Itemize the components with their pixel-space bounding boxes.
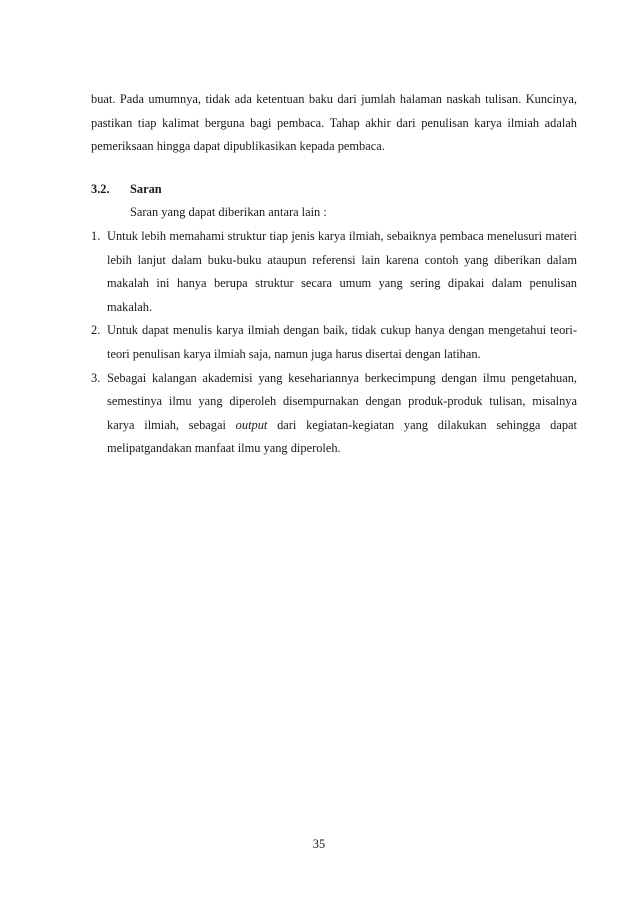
- list-item-text-italic: output: [235, 417, 268, 432]
- list-item-number: 1.: [91, 228, 101, 243]
- list-item-text: [107, 367, 577, 461]
- continuation-paragraph: buat. Pada umumnya, tidak ada ketentuan baku dari jumlah halaman naskah tulisan. Kuncinya, pastikan tiap kalimat berguna bagi pembaca. Tahap akhir dari penulisan karya ilmiah adalah pemeriksaan hingga dapat dipublikasikan kepada pembaca.: [91, 92, 577, 154]
- list-item: [91, 225, 577, 319]
- list-item-text-before: Sebagai kalangan akademisi yang kesehariannya berkecimpung dengan ilmu pengetahuan, semestinya ilmu yang diperoleh disempurnakan dengan produk-produk tulisan, misalnya karya ilmiah, sebagai: [107, 370, 577, 432]
- page-content: [91, 88, 577, 461]
- section-intro: Saran yang dapat diberikan antara lain :: [130, 205, 327, 220]
- list-item-number: 2.: [91, 323, 101, 338]
- list-item: [91, 367, 577, 461]
- suggestion-list: [91, 225, 577, 461]
- section-title: Saran: [130, 181, 162, 196]
- list-item-text: Untuk dapat menulis karya ilmiah dengan baik, tidak cukup hanya dengan mengetahui teori-teori penulisan karya ilmiah saja, namun juga harus disertai dengan latihan.: [107, 323, 577, 361]
- list-item-text-after: dari kegiatan-kegiatan yang dilakukan sehingga dapat melipatgandakan manfaat ilmu yang diperoleh.: [107, 417, 577, 456]
- page-number: 35: [312, 837, 326, 851]
- section-heading: [91, 178, 577, 202]
- list-item-text: Untuk lebih memahami struktur tiap jenis karya ilmiah, sebaiknya pembaca menelusuri materi lebih lanjut dalam buku-buku ataupun referensi lain karena contoh yang diberikan dalam makalah ini hanya berupa struktur secara umum yang sering dipakai dalam penulisan makalah.: [107, 228, 577, 314]
- list-item-number: 3.: [91, 370, 101, 385]
- list-item: [91, 319, 577, 366]
- section-number: 3.2.: [91, 181, 110, 196]
